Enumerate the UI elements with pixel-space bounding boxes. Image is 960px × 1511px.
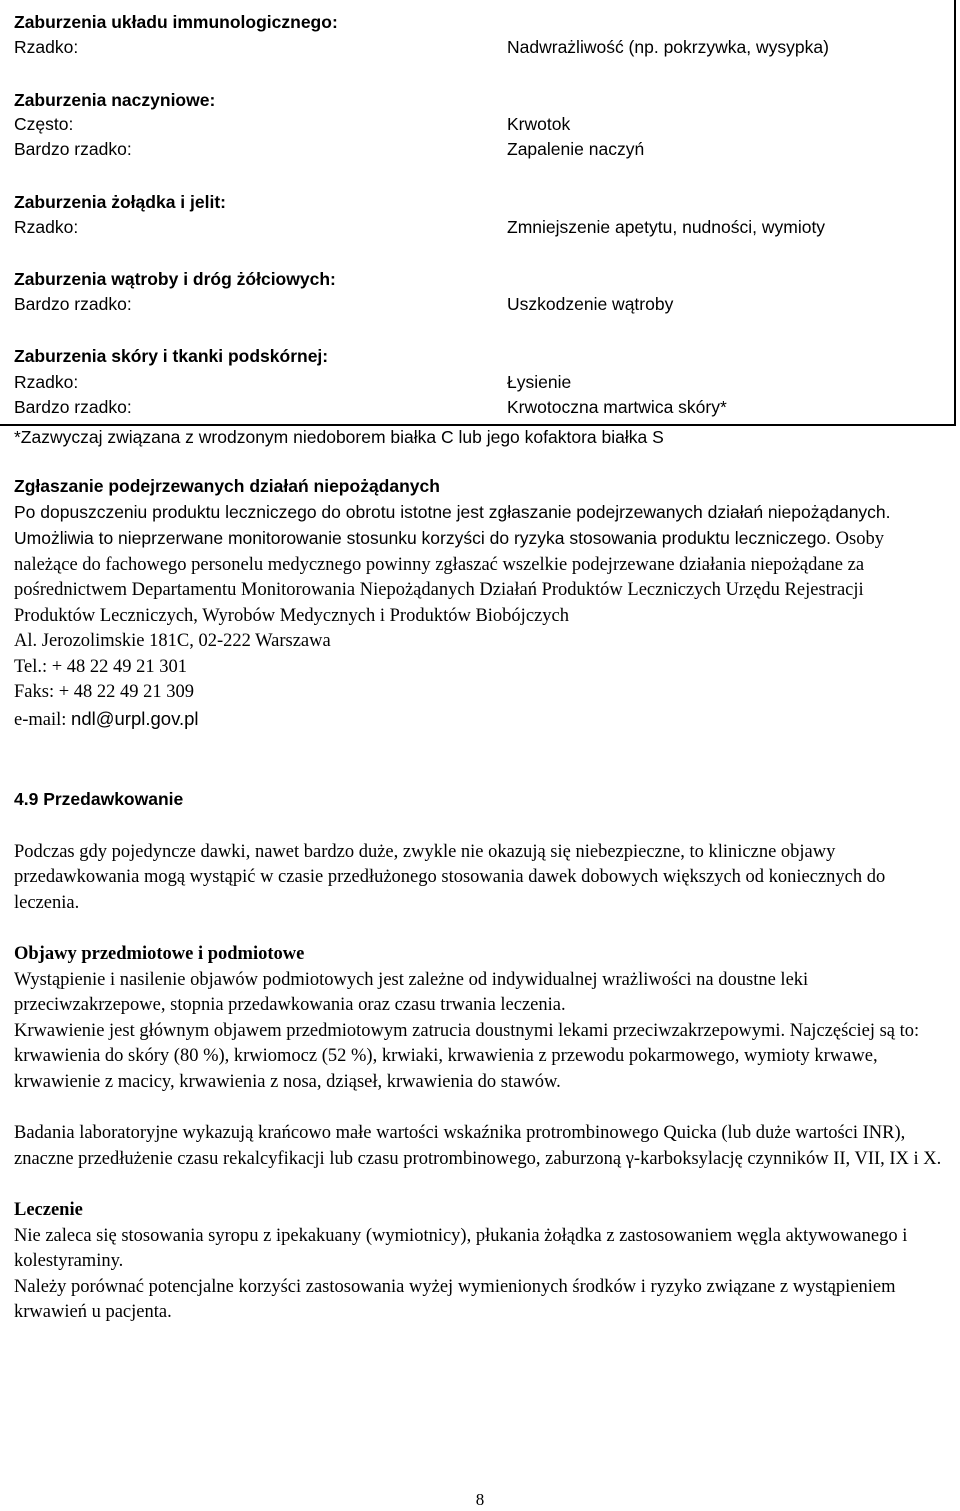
treatment-paragraph-1: Nie zaleca się stosowania syropu z ipekakuany (wymiotnicy), płukania żołądka z zastosowaniem węgla aktywowanego i kolestyraminy.: [14, 1225, 908, 1271]
vascular-frequency-2: Bardzo rzadko:: [14, 139, 132, 159]
email-link[interactable]: ndl@urpl.gov.pl: [71, 707, 199, 729]
vascular-effect-1: Krwotok: [507, 114, 571, 134]
skin-frequency-1: Rzadko:: [14, 372, 79, 392]
gastro-effect: Zmniejszenie apetytu, nudności, wymioty: [507, 217, 826, 237]
overdose-section: [14, 787, 946, 1326]
reporting-text-serif: Osoby należące do fachowego personelu medycznego powinny zgłaszać wszelkie podejrzewane działania niepożądane za pośrednictwem Departamentu Monitorowania Niepożądanych Działań Produktów Leczniczych Urzędu Rejestracji Produktów Leczniczych, Wyrobów Medycznych i Produktów Biobójczych: [14, 529, 884, 626]
vascular-heading: Zaburzenia naczyniowe:: [14, 90, 216, 110]
email-label: e-mail:: [14, 709, 72, 730]
skin-heading: Zaburzenia skóry i tkanki podskórnej:: [14, 346, 329, 366]
skin-effect-2: Krwotoczna martwica skóry*: [507, 397, 727, 417]
skin-effect-1: Łysienie: [507, 372, 572, 392]
reporting-text-sans: Po dopuszczeniu produktu leczniczego do obrotu istotne jest zgłaszanie podejrzewanych działań niepożądanych. Umożliwia to nieprzerwane monitorowanie stosunku korzyści do ryzyka stosowania produktu leczniczego.: [14, 501, 891, 548]
reporting-text: [14, 500, 946, 630]
reporting-title: Zgłaszanie podejrzewanych działań niepożądanych: [14, 476, 440, 496]
reporting-address: Al. Jerozolimskie 181C, 02-222 Warszawa: [14, 631, 331, 651]
liver-frequency: Bardzo rzadko:: [14, 294, 132, 314]
reporting-tel: Tel.: + 48 22 49 21 301: [14, 656, 188, 677]
liver-effect: Uszkodzenie wątroby: [507, 294, 674, 314]
reporting-fax: Faks: + 48 22 49 21 309: [14, 682, 195, 702]
lab-paragraph: Badania laboratoryjne wykazują krańcowo małe wartości wskaźnika protrombinowego Quicka (lub duże wartości INR), znaczne przedłużenie czasu rekalcyfikacji lub czasu protrombinowego, zaburzoną γ-karboksylację czynników II, VII, IX i X.: [14, 1123, 942, 1169]
symptoms-title: Objawy przedmiotowe i podmiotowe: [14, 944, 305, 964]
symptoms-paragraph-2: Krwawienie jest głównym objawem przedmiotowym zatrucia doustnymi lekami przeciwzakrzepowymi. Najczęściej są to: krwawienia do skóry (80 %), krwiomocz (52 %), krwiaki, krwawienia z przewodu pokarmowego, wymioty krwawe, krwawienie z macicy, krwawienia z nosa, dziąseł, krwawienia do stawów.: [14, 1020, 920, 1092]
overdose-intro: Podczas gdy pojedyncze dawki, nawet bardzo duże, zwykle nie okazują się niebezpieczne, to kliniczne objawy przedawkowania mogą wystąpić w czasie przedłużonego stosowania dawek dobowych większych od koniecznych do leczenia.: [14, 841, 886, 913]
treatment-paragraph-2: Należy porównać potencjalne korzyści zastosowania wyżej wymienionych środków i ryzyko związane z wystąpieniem krwawień u pacjenta.: [14, 1276, 896, 1322]
skin-frequency-2: Bardzo rzadko:: [14, 397, 132, 417]
immune-effect: Nadwrażliwość (np. pokrzywka, wysypka): [507, 37, 829, 57]
reporting-section: [14, 474, 946, 733]
vascular-frequency-1: Często:: [14, 114, 74, 134]
table-footnote: *Zazwyczaj związana z wrodzonym niedoborem białka C lub jego kofaktora białka S: [14, 427, 664, 447]
gastro-heading: Zaburzenia żołądka i jelit:: [14, 192, 226, 212]
symptoms-paragraph-1: Wystąpienie i nasilenie objawów podmiotowych jest zależne od indywidualnej wrażliwości na doustne leki przeciwzakrzepowe, stopnia przedawkowania oraz czasu trwania leczenia.: [14, 969, 809, 1015]
immune-frequency: Rzadko:: [14, 37, 79, 57]
liver-heading: Zaburzenia wątroby i dróg żółciowych:: [14, 269, 336, 289]
page-number: 8: [475, 1490, 485, 1509]
reporting-email-line: [14, 706, 946, 734]
overdose-title: 4.9 Przedawkowanie: [14, 789, 184, 809]
immune-heading: Zaburzenia układu immunologicznego:: [14, 12, 338, 32]
gastro-frequency: Rzadko:: [14, 217, 79, 237]
treatment-title: Leczenie: [14, 1200, 83, 1220]
vascular-effect-2: Zapalenie naczyń: [507, 139, 645, 159]
